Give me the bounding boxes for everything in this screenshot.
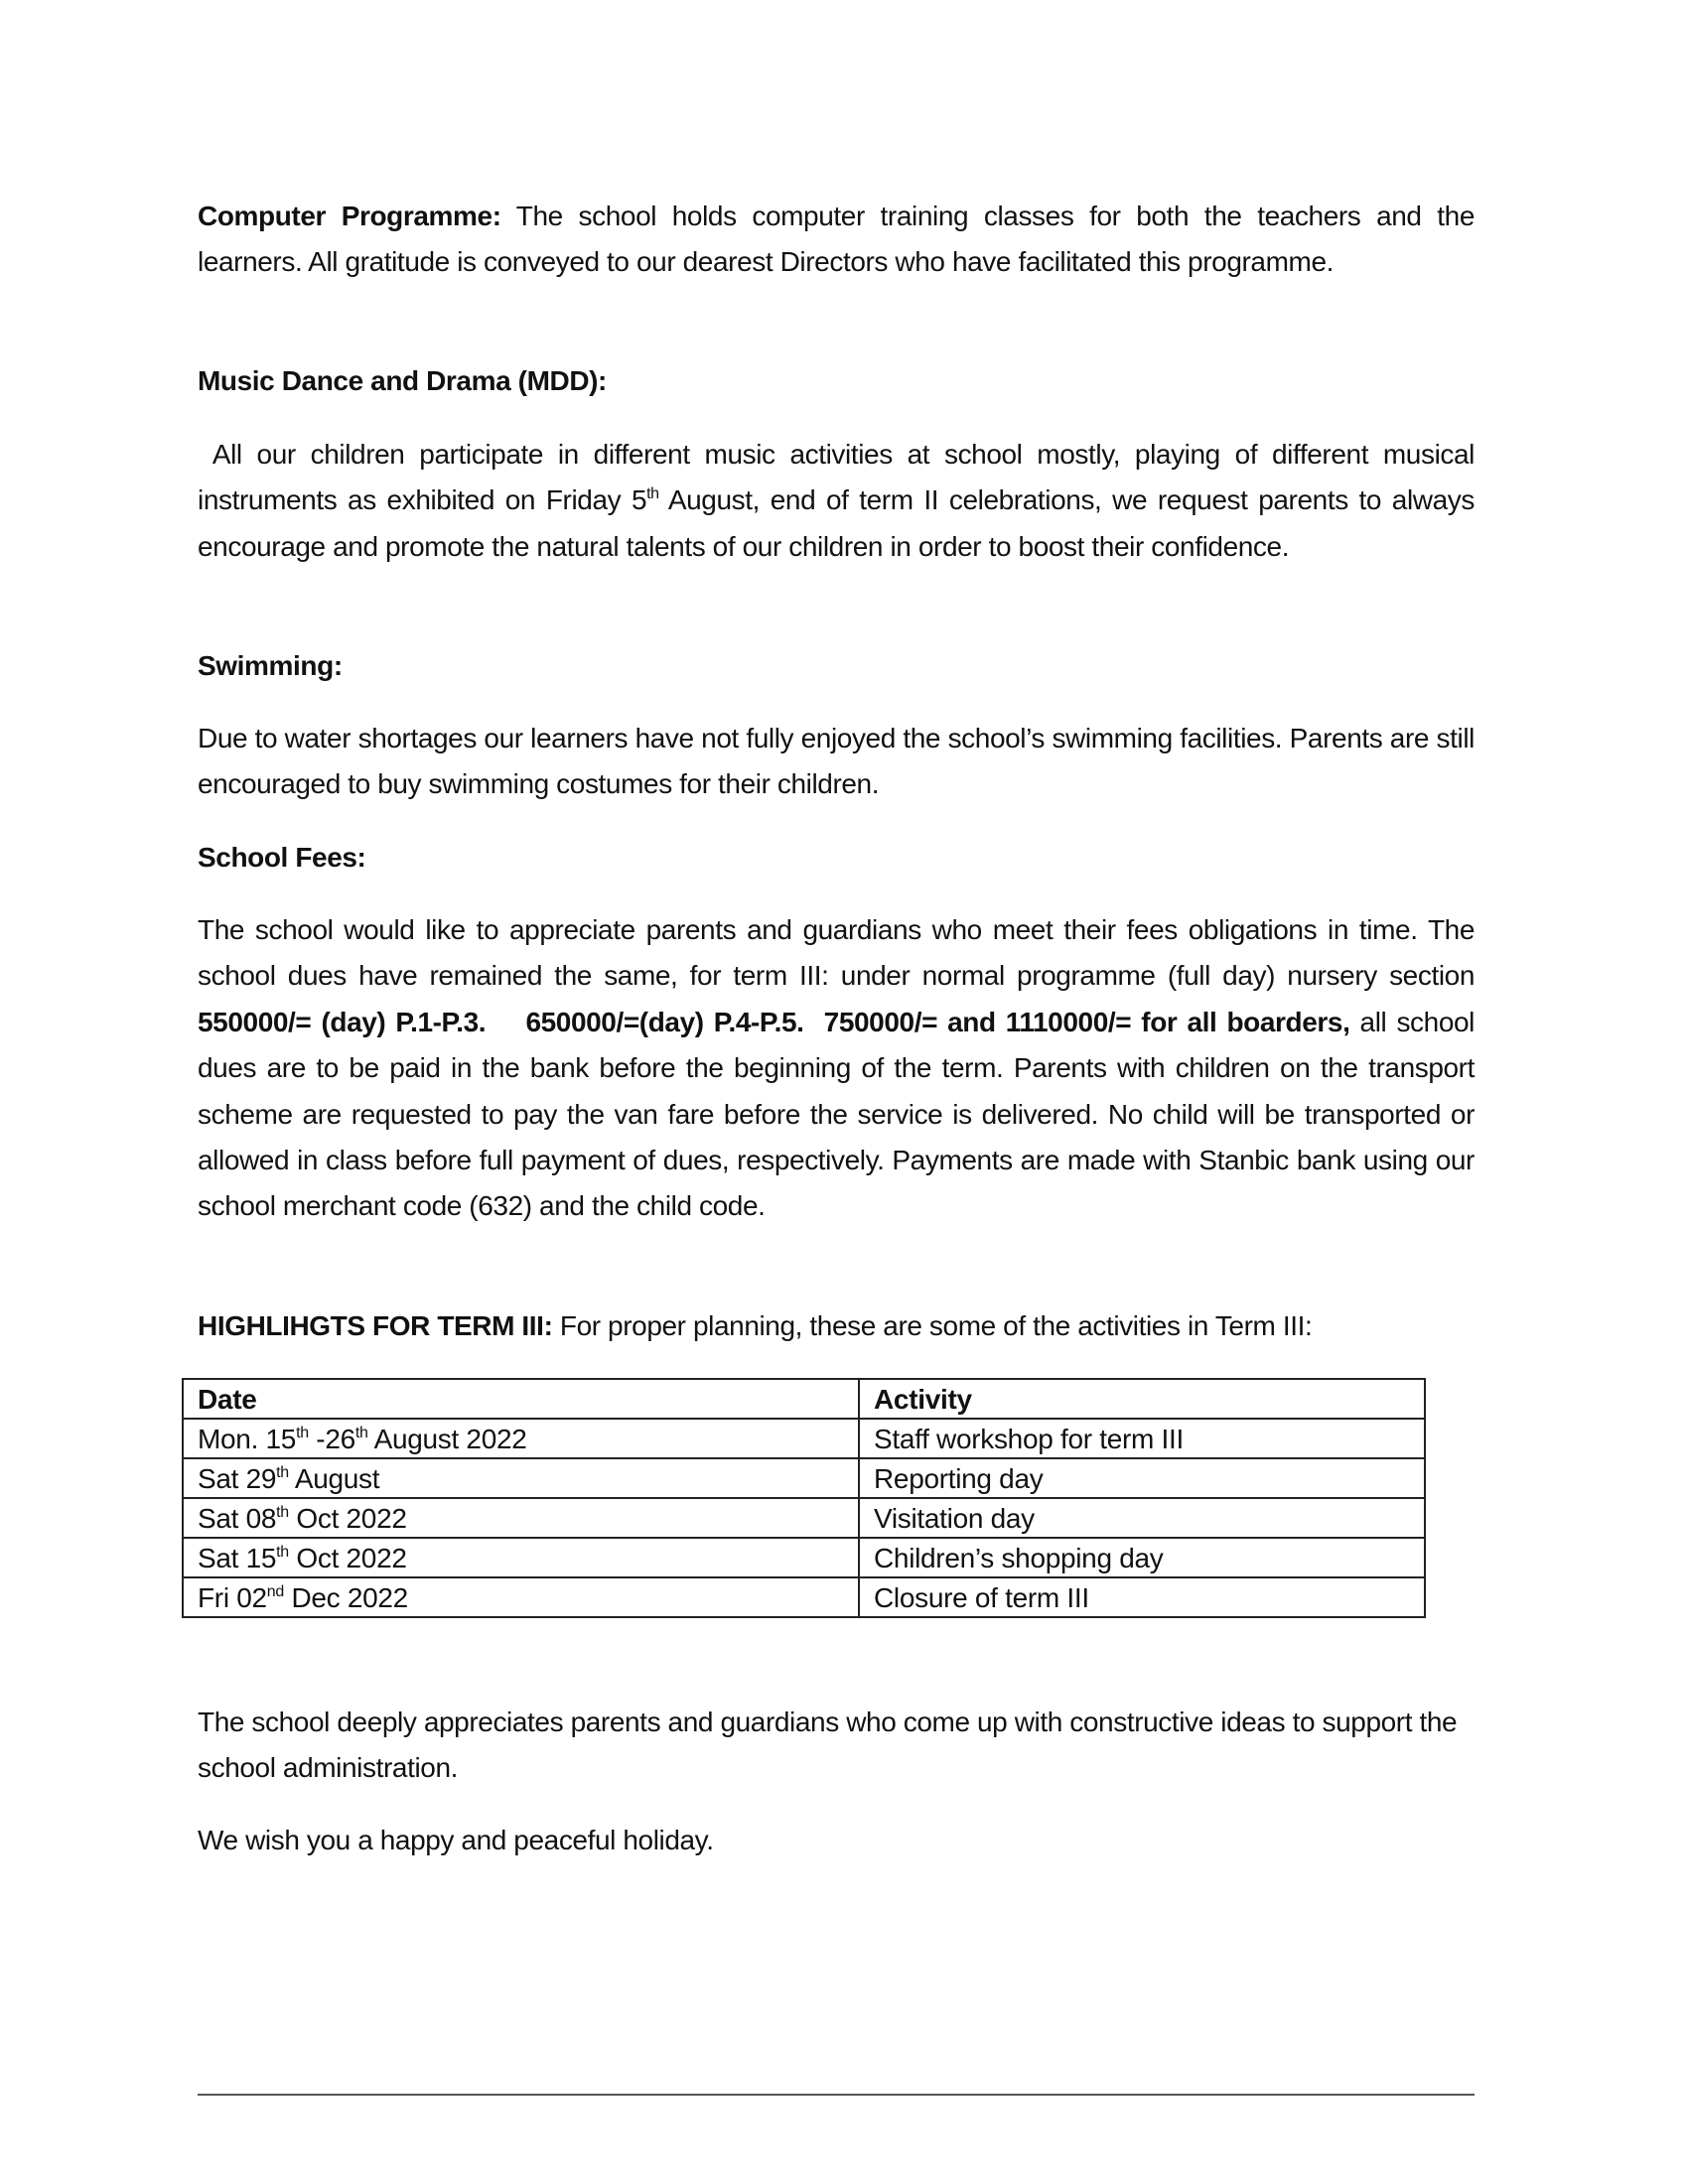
footer-divider (198, 2094, 1475, 2096)
table-header-row (183, 1379, 1425, 1419)
highlights-text: For proper planning, these are some of the activities in Term III: (552, 1310, 1313, 1341)
table-row (183, 1419, 1425, 1458)
highlights-heading: HIGHLIHGTS FOR TERM III: (198, 1310, 553, 1341)
table-row (183, 1498, 1425, 1538)
date-superscript: nd (266, 1583, 284, 1600)
swimming-heading: Swimming: (198, 650, 343, 681)
date-cell (183, 1498, 859, 1538)
date-text: August 2022 (367, 1424, 527, 1454)
date-superscript: th (276, 1464, 289, 1481)
activity-cell: Closure of term III (859, 1577, 1425, 1617)
activity-cell: Visitation day (859, 1498, 1425, 1538)
date-cell (183, 1538, 859, 1577)
school-fees-text-1: The school would like to appreciate parents and guardians who meet their fees obligations in time. The school dues have remained the same, for term III: under normal programme (full day) nursery section (198, 914, 1482, 992)
date-superscript: th (296, 1425, 309, 1441)
column-header-activity: Activity (859, 1379, 1425, 1419)
activity-cell: Staff workshop for term III (859, 1419, 1425, 1458)
mdd-heading: Music Dance and Drama (MDD): (198, 365, 607, 396)
date-text: Sat 29 (198, 1463, 277, 1494)
date-cell (183, 1458, 859, 1498)
date-text: Oct 2022 (288, 1503, 407, 1534)
mdd-paragraph (198, 432, 1482, 570)
mdd-text-2: August, end of term II celebrations, we request parents to always encourage and promote the natural talents of our children in order to boost their confidence. (198, 484, 1482, 562)
date-text: -26 (308, 1424, 355, 1454)
table-row (183, 1458, 1425, 1498)
school-fees-heading: School Fees: (198, 842, 366, 873)
date-text: Sat 15 (198, 1543, 277, 1573)
table-row (183, 1538, 1425, 1577)
holiday-wish: We wish you a happy and peaceful holiday. (198, 1825, 714, 1855)
table-row (183, 1577, 1425, 1617)
activity-cell: Children’s shopping day (859, 1538, 1425, 1577)
swimming-paragraph: Due to water shortages our learners have not fully enjoyed the school’s swimming facilities. Parents are still encouraged to buy swimming costumes for their children. (198, 723, 1475, 800)
school-fees-text-2: all school dues are to be paid in the bank before the beginning of the term. Parents with children on the transport scheme are requested to pay the van fare before the service is delivered. No child will be transported or allowed in class before full payment of dues, respectively. Payments are made with Stanbic bank using our school merchant code (632) and the child code. (198, 1006, 1482, 1222)
school-fees-amounts: 550000/= (day) P.1-P.3. 650000/=(day) P.4-P.5. 750000/= and 1110000/= for all boarders, (198, 1006, 1350, 1037)
date-text: August (288, 1463, 380, 1494)
mdd-superscript: th (646, 485, 659, 503)
date-superscript: th (276, 1504, 289, 1521)
date-superscript: th (354, 1425, 368, 1441)
date-text: Dec 2022 (283, 1582, 408, 1613)
appreciation-paragraph: The school deeply appreciates parents and guardians who come up with constructive ideas to support the school administration. (198, 1706, 1458, 1784)
date-cell (183, 1577, 859, 1617)
date-superscript: th (276, 1544, 289, 1561)
term-highlights-table (182, 1378, 1426, 1618)
highlights-paragraph (198, 1303, 1475, 1349)
computer-programme-heading: Computer Programme: (198, 201, 501, 231)
date-text: Mon. 15 (198, 1424, 297, 1454)
date-cell (183, 1419, 859, 1458)
activity-cell: Reporting day (859, 1458, 1425, 1498)
computer-programme-text: The school holds computer training classes for both the teachers and the learners. All gratitude is conveyed to our dearest Directors who have facilitated this programme. (198, 201, 1475, 278)
computer-programme-paragraph (198, 194, 1475, 286)
mdd-text-1: All our children participate in different music activities at school mostly, playing of different musical instruments as exhibited on Friday 5 (198, 439, 1482, 516)
school-fees-paragraph (198, 907, 1482, 1230)
date-text: Sat 08 (198, 1503, 277, 1534)
column-header-date: Date (183, 1379, 859, 1419)
date-text: Oct 2022 (288, 1543, 407, 1573)
date-text: Fri 02 (198, 1582, 267, 1613)
